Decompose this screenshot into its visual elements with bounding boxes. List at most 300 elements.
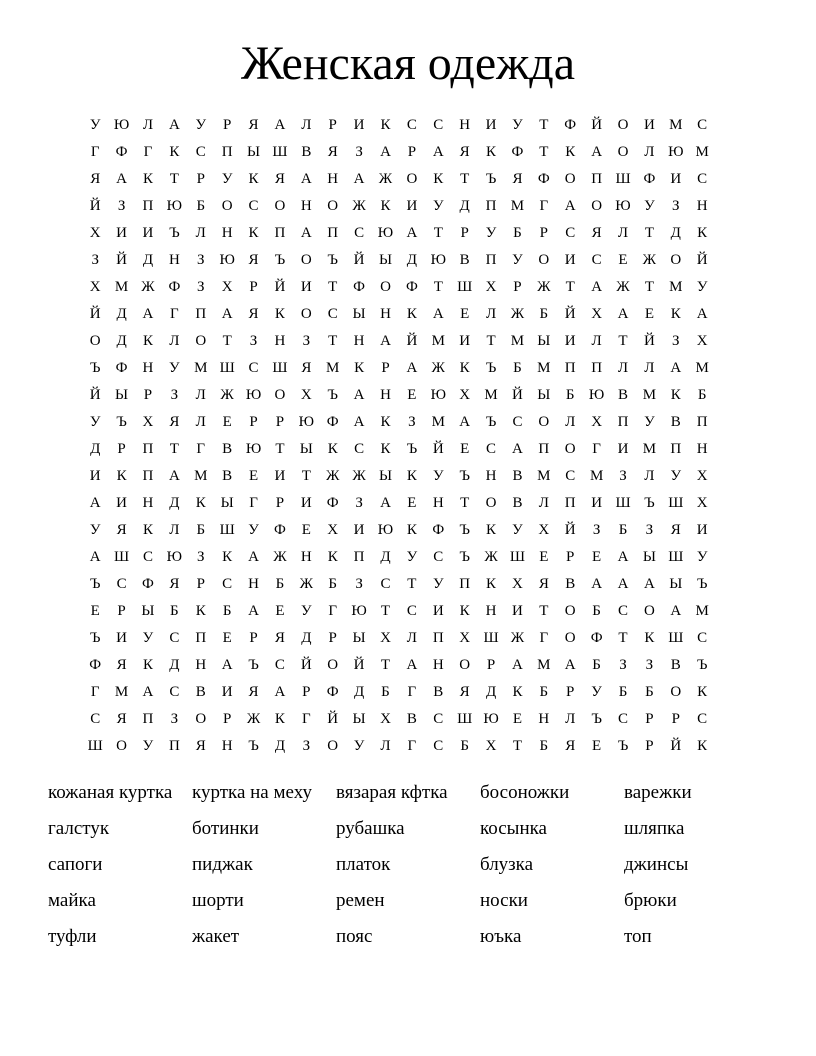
grid-letter: Н: [353, 333, 365, 349]
grid-letter: Ж: [616, 279, 630, 295]
grid-letter: С: [433, 738, 444, 754]
grid-letter: О: [485, 495, 497, 511]
grid-letter: Я: [90, 171, 101, 187]
grid-letter: А: [380, 495, 391, 511]
grid-letter: Н: [195, 657, 207, 673]
grid-letter: У: [432, 468, 444, 484]
grid-letter: У: [696, 279, 708, 295]
word-item: варежки: [624, 782, 692, 803]
grid-letter: Ю: [166, 198, 183, 214]
grid-letter: П: [591, 360, 603, 376]
grid-letter: Б: [592, 603, 601, 619]
word-item: галстук: [48, 818, 110, 839]
grid-letter: П: [670, 441, 682, 457]
grid-letter: У: [696, 549, 708, 565]
grid-letter: Р: [302, 684, 311, 700]
grid-letter: Р: [143, 387, 153, 403]
grid-letter: З: [619, 657, 627, 673]
grid-letter: А: [591, 576, 603, 592]
grid-letter: З: [117, 198, 126, 214]
grid-letter: Т: [407, 576, 417, 592]
word-item: вязарая кфтка: [336, 782, 448, 803]
grid-letter: Й: [564, 522, 576, 538]
grid-letter: О: [564, 630, 576, 646]
grid-letter: К: [670, 306, 681, 322]
grid-letter: И: [432, 603, 444, 619]
grid-letter: Х: [459, 630, 471, 646]
grid-letter: Ш: [509, 549, 526, 565]
grid-letter: И: [617, 441, 629, 457]
grid-letter: Я: [274, 171, 285, 187]
grid-letter: Т: [328, 279, 338, 295]
grid-letter: Ъ: [89, 360, 101, 376]
grid-letter: Ъ: [89, 576, 101, 592]
word-item: куртка на меху: [192, 782, 312, 803]
grid-letter: П: [564, 495, 576, 511]
grid-letter: И: [300, 279, 312, 295]
grid-letter: П: [274, 225, 286, 241]
grid-letter: Ш: [219, 360, 235, 376]
grid-letter: Ш: [668, 630, 684, 646]
grid-letter: Ш: [219, 522, 235, 538]
grid-letter: А: [142, 306, 154, 322]
grid-letter: Р: [645, 711, 654, 727]
grid-letter: Ы: [669, 576, 683, 592]
grid-letter: Т: [565, 279, 575, 295]
word-row: [48, 883, 788, 919]
grid-letter: Е: [618, 252, 628, 268]
grid-letter: У: [142, 738, 154, 754]
grid-letter: И: [512, 603, 523, 619]
grid-letter: Л: [195, 414, 206, 430]
grid-row: [82, 328, 742, 355]
grid-letter: С: [142, 549, 153, 565]
grid-letter: Ш: [114, 549, 130, 565]
grid-letter: Б: [196, 522, 206, 538]
grid-row: [82, 355, 742, 382]
grid-letter: Р: [275, 495, 285, 511]
grid-letter: С: [406, 603, 417, 619]
grid-letter: К: [697, 684, 708, 700]
grid-letter: И: [485, 117, 497, 133]
grid-letter: О: [195, 711, 207, 727]
grid-letter: Н: [327, 171, 339, 187]
grid-letter: Д: [274, 738, 286, 754]
grid-letter: У: [248, 522, 259, 538]
grid-letter: О: [327, 738, 339, 754]
grid-letter: Л: [617, 360, 629, 376]
grid-letter: К: [380, 198, 391, 214]
grid-letter: А: [274, 117, 286, 133]
grid-letter: Д: [116, 306, 127, 322]
grid-letter: Й: [696, 252, 708, 268]
grid-row: [82, 463, 742, 490]
grid-letter: К: [380, 441, 391, 457]
grid-letter: У: [406, 549, 418, 565]
grid-letter: Е: [512, 711, 523, 727]
grid-letter: П: [142, 441, 154, 457]
grid-row: [82, 571, 742, 598]
grid-letter: Ф: [537, 171, 550, 187]
grid-letter: Е: [275, 603, 285, 619]
word-row: [48, 847, 788, 883]
grid-letter: Ж: [273, 549, 287, 565]
grid-letter: Г: [407, 684, 417, 700]
grid-letter: Ю: [430, 387, 446, 403]
grid-letter: С: [222, 576, 233, 592]
grid-letter: Ъ: [274, 252, 286, 268]
grid-letter: Ж: [537, 279, 551, 295]
grid-letter: Р: [249, 414, 258, 430]
grid-letter: Д: [169, 495, 180, 511]
word-row: [48, 811, 788, 847]
grid-letter: Д: [459, 198, 470, 214]
grid-letter: У: [512, 252, 523, 268]
grid-letter: О: [300, 306, 312, 322]
grid-letter: И: [696, 522, 708, 538]
grid-letter: А: [89, 549, 101, 565]
grid-letter: П: [591, 171, 603, 187]
grid-letter: Р: [249, 279, 258, 295]
grid-letter: С: [486, 441, 497, 457]
grid-letter: Ы: [378, 252, 393, 268]
grid-letter: В: [222, 441, 233, 457]
grid-letter: И: [221, 684, 233, 700]
grid-letter: А: [380, 144, 391, 160]
grid-letter: Т: [539, 144, 549, 160]
grid-letter: Ы: [537, 333, 551, 349]
grid-letter: У: [169, 360, 180, 376]
grid-letter: Г: [301, 711, 311, 727]
grid-letter: А: [512, 657, 523, 673]
grid-letter: У: [89, 522, 101, 538]
grid-letter: Х: [221, 279, 233, 295]
word-item: майка: [48, 890, 96, 911]
grid-letter: В: [512, 495, 523, 511]
grid-letter: И: [300, 495, 312, 511]
grid-letter: А: [248, 603, 259, 619]
grid-letter: Б: [539, 306, 549, 322]
grid-letter: И: [116, 630, 127, 646]
grid-letter: Д: [380, 549, 391, 565]
grid-letter: З: [355, 144, 363, 160]
grid-letter: Ю: [483, 711, 499, 727]
word-item: шорти: [192, 890, 244, 911]
grid-letter: В: [512, 468, 523, 484]
grid-letter: Ю: [166, 549, 183, 565]
grid-letter: В: [195, 684, 206, 700]
grid-letter: О: [327, 198, 339, 214]
grid-letter: К: [406, 306, 417, 322]
grid-letter: З: [91, 252, 99, 268]
grid-letter: О: [380, 279, 391, 295]
grid-letter: Б: [539, 684, 549, 700]
grid-letter: П: [485, 252, 497, 268]
grid-letter: Б: [513, 225, 522, 241]
grid-row: [82, 436, 742, 463]
grid-letter: О: [327, 657, 339, 673]
grid-letter: Ъ: [459, 522, 470, 538]
grid-letter: Ы: [352, 711, 366, 727]
grid-letter: Л: [565, 711, 576, 727]
grid-letter: Г: [539, 630, 549, 646]
grid-letter: О: [564, 171, 576, 187]
grid-letter: Д: [116, 333, 127, 349]
grid-letter: К: [248, 171, 259, 187]
grid-letter: К: [274, 306, 285, 322]
word-item: косынка: [480, 818, 547, 839]
grid-letter: Р: [460, 225, 469, 241]
grid-letter: Ю: [298, 414, 315, 430]
grid-letter: О: [538, 252, 550, 268]
grid-letter: А: [617, 576, 629, 592]
grid-letter: А: [221, 306, 233, 322]
grid-letter: Т: [460, 495, 470, 511]
grid-letter: Р: [196, 171, 205, 187]
grid-letter: А: [168, 117, 180, 133]
grid-letter: Й: [591, 117, 603, 133]
grid-letter: Л: [406, 630, 417, 646]
grid-letter: Ы: [299, 441, 313, 457]
grid-letter: Ю: [219, 252, 235, 268]
grid-letter: А: [643, 576, 655, 592]
grid-letter: Н: [538, 711, 550, 727]
grid-letter: Ж: [352, 468, 366, 484]
grid-letter: Д: [353, 684, 365, 700]
grid-letter: Л: [485, 306, 497, 322]
word-item: топ: [624, 926, 652, 947]
grid-letter: Н: [142, 495, 154, 511]
grid-letter: М: [431, 414, 445, 430]
grid-letter: С: [512, 414, 523, 430]
grid-letter: Я: [301, 360, 312, 376]
grid-letter: З: [645, 522, 654, 538]
grid-letter: Ю: [615, 198, 631, 214]
grid-letter: Ъ: [327, 252, 338, 268]
grid-letter: Р: [513, 279, 522, 295]
grid-letter: П: [617, 414, 629, 430]
grid-letter: Г: [196, 441, 206, 457]
grid-letter: Ш: [87, 738, 103, 754]
grid-letter: Р: [486, 657, 496, 673]
grid-letter: Т: [644, 279, 654, 295]
grid-letter: П: [142, 468, 154, 484]
grid-letter: Б: [275, 576, 285, 592]
grid-letter: В: [670, 657, 681, 673]
grid-letter: Ю: [245, 387, 262, 403]
grid-letter: К: [697, 738, 708, 754]
grid-letter: Я: [169, 414, 180, 430]
grid-letter: У: [644, 414, 655, 430]
grid-letter: Б: [618, 522, 628, 538]
grid-letter: Н: [432, 495, 444, 511]
grid-letter: М: [431, 333, 445, 349]
page-title: Женская одежда: [240, 37, 576, 90]
grid-letter: Х: [591, 306, 603, 322]
grid-letter: З: [302, 333, 311, 349]
grid-letter: З: [592, 522, 601, 538]
grid-letter: Ш: [668, 495, 684, 511]
word-item: ремен: [336, 890, 385, 911]
grid-letter: М: [589, 468, 604, 484]
word-item: джинсы: [624, 854, 689, 875]
grid-letter: С: [433, 549, 444, 565]
grid-letter: Ф: [432, 522, 445, 538]
grid-letter: Ф: [326, 684, 339, 700]
grid-letter: М: [642, 441, 657, 457]
grid-letter: К: [670, 387, 681, 403]
grid-letter: А: [168, 468, 180, 484]
grid-letter: Г: [249, 495, 258, 511]
grid-row: [82, 274, 742, 301]
grid-letter: Ю: [377, 225, 394, 241]
grid-letter: С: [433, 117, 444, 133]
grid-letter: Ъ: [485, 360, 497, 376]
grid-letter: Ы: [352, 306, 366, 322]
word-list: [48, 775, 788, 955]
grid-letter: Ш: [272, 360, 288, 376]
grid-letter: В: [459, 252, 470, 268]
grid-letter: Ш: [668, 549, 684, 565]
grid-letter: И: [353, 522, 365, 538]
word-item: рубашка: [336, 818, 405, 839]
grid-letter: Х: [485, 738, 497, 754]
grid-letter: Ъ: [591, 711, 602, 727]
grid-letter: Ж: [246, 711, 261, 727]
grid-letter: Ф: [326, 414, 339, 430]
grid-letter: Я: [116, 522, 127, 538]
grid-letter: С: [618, 711, 629, 727]
grid-letter: Ж: [510, 306, 525, 322]
grid-letter: Т: [380, 657, 391, 673]
grid-letter: А: [142, 684, 154, 700]
grid-letter: Ю: [245, 441, 262, 457]
grid-letter: К: [327, 549, 338, 565]
grid-letter: З: [645, 657, 654, 673]
grid-letter: Ъ: [169, 225, 180, 241]
grid-letter: Е: [644, 306, 654, 322]
grid-letter: З: [197, 549, 205, 565]
grid-letter: Ы: [537, 387, 551, 403]
grid-row: [82, 625, 742, 652]
grid-letter: Ф: [353, 279, 366, 295]
grid-letter: Й: [327, 711, 339, 727]
grid-letter: П: [564, 360, 576, 376]
grid-letter: Ю: [430, 252, 446, 268]
grid-letter: В: [670, 414, 681, 430]
grid-letter: Р: [222, 711, 232, 727]
grid-letter: С: [169, 684, 180, 700]
grid-letter: Й: [432, 441, 444, 457]
grid-letter: Ш: [457, 711, 473, 727]
grid-letter: И: [459, 333, 471, 349]
grid-letter: Ж: [141, 279, 155, 295]
grid-letter: А: [696, 306, 708, 322]
grid-letter: Ы: [378, 468, 393, 484]
grid-letter: К: [274, 711, 285, 727]
grid-letter: С: [354, 225, 365, 241]
grid-letter: Р: [671, 711, 680, 727]
grid-letter: Л: [538, 495, 549, 511]
grid-letter: Р: [566, 684, 575, 700]
grid-letter: К: [169, 144, 180, 160]
grid-letter: Р: [539, 225, 548, 241]
grid-row: [82, 733, 742, 760]
grid-letter: Я: [116, 657, 127, 673]
grid-letter: С: [618, 603, 629, 619]
grid-letter: Г: [90, 684, 100, 700]
grid-letter: К: [142, 522, 153, 538]
grid-letter: У: [432, 198, 444, 214]
grid-letter: Ю: [668, 144, 684, 160]
grid-letter: Т: [433, 225, 443, 241]
grid-letter: Ъ: [406, 441, 418, 457]
grid-letter: Й: [353, 657, 365, 673]
grid-letter: Я: [248, 252, 259, 268]
grid-letter: П: [142, 198, 154, 214]
grid-letter: Д: [301, 630, 312, 646]
grid-letter: А: [116, 171, 127, 187]
grid-letter: Н: [274, 333, 286, 349]
grid-letter: Г: [407, 738, 417, 754]
grid-letter: Ы: [352, 630, 366, 646]
grid-letter: Ф: [643, 171, 656, 187]
grid-letter: Л: [644, 360, 655, 376]
grid-letter: А: [406, 225, 418, 241]
grid-letter: Ъ: [485, 414, 497, 430]
grid-letter: П: [221, 144, 233, 160]
grid-letter: Б: [618, 684, 628, 700]
word-item: пиджак: [192, 854, 253, 875]
grid-row: [82, 706, 742, 733]
grid-letter: Р: [249, 630, 258, 646]
grid-letter: Ф: [274, 522, 286, 538]
grid-letter: Й: [300, 657, 312, 673]
grid-letter: Т: [222, 333, 232, 349]
grid-letter: У: [142, 630, 154, 646]
grid-letter: Т: [618, 630, 628, 646]
grid-letter: А: [591, 144, 603, 160]
grid-letter: К: [459, 603, 470, 619]
grid-letter: Ъ: [644, 495, 655, 511]
grid-letter: О: [670, 684, 682, 700]
grid-letter: Л: [644, 468, 655, 484]
grid-letter: С: [248, 360, 259, 376]
grid-letter: Р: [645, 738, 654, 754]
grid-letter: И: [643, 117, 655, 133]
grid-letter: Я: [538, 576, 549, 592]
grid-letter: С: [697, 171, 708, 187]
grid-letter: Ф: [115, 360, 128, 376]
grid-letter: Л: [195, 387, 206, 403]
grid-letter: И: [116, 495, 127, 511]
grid-letter: К: [433, 171, 444, 187]
grid-letter: Д: [485, 684, 497, 700]
grid-letter: Т: [169, 441, 179, 457]
grid-letter: Х: [327, 522, 339, 538]
grid-letter: Д: [670, 225, 681, 241]
grid-letter: Л: [195, 225, 206, 241]
grid-letter: Р: [328, 117, 337, 133]
grid-letter: Н: [300, 549, 312, 565]
grid-letter: Х: [696, 333, 708, 349]
word-item: жакет: [192, 926, 240, 947]
grid-letter: Т: [539, 117, 549, 133]
grid-letter: П: [327, 225, 339, 241]
grid-letter: Ж: [352, 198, 366, 214]
grid-letter: Ъ: [696, 576, 708, 592]
grid-letter: М: [484, 387, 498, 403]
